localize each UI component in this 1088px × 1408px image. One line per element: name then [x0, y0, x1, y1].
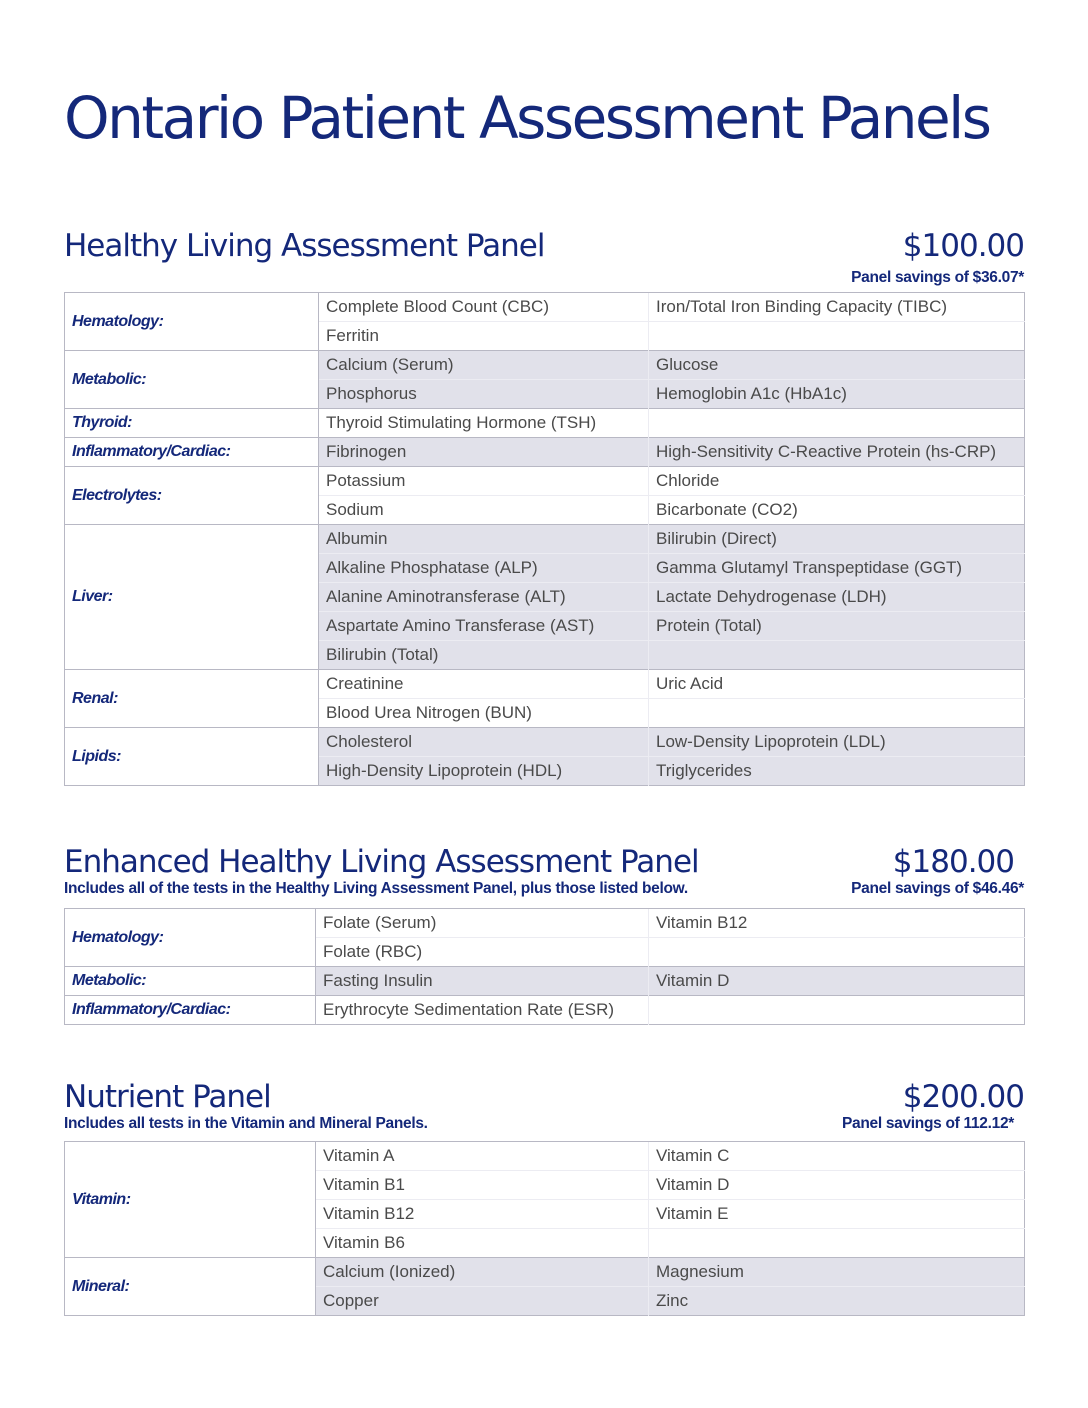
- test-group: [65, 909, 1025, 967]
- panel-title: Nutrient Panel: [64, 1079, 271, 1115]
- test-name: Fibrinogen: [319, 438, 649, 467]
- panel-price: $100.00: [902, 228, 1024, 264]
- panel-price: $180.00: [892, 844, 1014, 880]
- panel-savings: Panel savings of $46.46*: [851, 880, 1024, 897]
- panel-header: [64, 226, 1024, 292]
- test-name: Vitamin C: [649, 1142, 1025, 1171]
- category-label: Hematology:: [65, 909, 316, 967]
- test-name: Thyroid Stimulating Hormone (TSH): [319, 409, 649, 438]
- table-row: [65, 670, 1025, 699]
- test-name: Fasting Insulin: [316, 967, 649, 996]
- table-row: [65, 996, 1025, 1025]
- test-group: [65, 967, 1025, 996]
- test-name: Complete Blood Count (CBC): [319, 293, 649, 322]
- test-name: [649, 699, 1025, 728]
- table-row: [65, 1142, 1025, 1171]
- test-name: Potassium: [319, 467, 649, 496]
- category-label: Lipids:: [65, 728, 319, 786]
- table-row: [65, 728, 1025, 757]
- test-name: [649, 409, 1025, 438]
- test-name: Triglycerides: [649, 757, 1025, 786]
- table-row: [65, 409, 1025, 438]
- category-label: Hematology:: [65, 293, 319, 351]
- test-name: Low-Density Lipoprotein (LDL): [649, 728, 1025, 757]
- test-name: Vitamin B12: [649, 909, 1025, 938]
- test-name: Lactate Dehydrogenase (LDH): [649, 583, 1025, 612]
- test-group: [65, 351, 1025, 409]
- table-row: [65, 351, 1025, 380]
- test-group: [65, 670, 1025, 728]
- test-group: [65, 525, 1025, 670]
- tests-table: [64, 908, 1025, 1025]
- table-row: [65, 909, 1025, 938]
- panel-header: [64, 842, 1024, 908]
- test-name: Uric Acid: [649, 670, 1025, 699]
- test-name: Blood Urea Nitrogen (BUN): [319, 699, 649, 728]
- test-name: Calcium (Serum): [319, 351, 649, 380]
- test-group: [65, 728, 1025, 786]
- table-row: [65, 525, 1025, 554]
- category-label: Vitamin:: [65, 1142, 316, 1258]
- test-name: Vitamin E: [649, 1200, 1025, 1229]
- test-name: Folate (RBC): [316, 938, 649, 967]
- test-name: Vitamin D: [649, 967, 1025, 996]
- test-name: High-Sensitivity C-Reactive Protein (hs-CRP): [649, 438, 1025, 467]
- table-row: [65, 438, 1025, 467]
- panel-title: Healthy Living Assessment Panel: [64, 228, 545, 264]
- panel-price: $200.00: [902, 1079, 1024, 1115]
- panel-note: Includes all of the tests in the Healthy Living Assessment Panel, plus those listed below.: [64, 880, 688, 897]
- tests-table: [64, 292, 1025, 786]
- test-name: Vitamin B12: [316, 1200, 649, 1229]
- test-name: Aspartate Amino Transferase (AST): [319, 612, 649, 641]
- panel-enhanced-healthy-living: [64, 842, 1024, 1025]
- test-name: Calcium (Ionized): [316, 1258, 649, 1287]
- category-label: Metabolic:: [65, 967, 316, 996]
- category-label: Inflammatory/Cardiac:: [65, 438, 319, 467]
- test-name: Cholesterol: [319, 728, 649, 757]
- test-name: Chloride: [649, 467, 1025, 496]
- test-name: [649, 641, 1025, 670]
- test-name: Copper: [316, 1287, 649, 1316]
- test-group: [65, 1258, 1025, 1316]
- test-name: Bicarbonate (CO2): [649, 496, 1025, 525]
- category-label: Liver:: [65, 525, 319, 670]
- test-name: Vitamin A: [316, 1142, 649, 1171]
- test-name: [649, 1229, 1025, 1258]
- table-row: [65, 967, 1025, 996]
- panel-nutrient: [64, 1077, 1024, 1316]
- test-group: [65, 996, 1025, 1025]
- test-group: [65, 438, 1025, 467]
- test-name: Gamma Glutamyl Transpeptidase (GGT): [649, 554, 1025, 583]
- test-name: Albumin: [319, 525, 649, 554]
- page-title: Ontario Patient Assessment Panels: [64, 84, 990, 152]
- test-group: [65, 293, 1025, 351]
- test-name: [649, 938, 1025, 967]
- test-name: Erythrocyte Sedimentation Rate (ESR): [316, 996, 649, 1025]
- test-name: Creatinine: [319, 670, 649, 699]
- test-name: Alanine Aminotransferase (ALT): [319, 583, 649, 612]
- panel-savings: Panel savings of 112.12*: [841, 1115, 1014, 1132]
- test-name: Zinc: [649, 1287, 1025, 1316]
- test-name: [649, 322, 1025, 351]
- test-group: [65, 467, 1025, 525]
- tests-table: [64, 1141, 1025, 1316]
- test-name: Phosphorus: [319, 380, 649, 409]
- panel-savings: Panel savings of $36.07*: [851, 269, 1024, 286]
- test-name: Iron/Total Iron Binding Capacity (TIBC): [649, 293, 1025, 322]
- category-label: Metabolic:: [65, 351, 319, 409]
- category-label: Renal:: [65, 670, 319, 728]
- test-name: Alkaline Phosphatase (ALP): [319, 554, 649, 583]
- test-name: Protein (Total): [649, 612, 1025, 641]
- test-name: Bilirubin (Direct): [649, 525, 1025, 554]
- test-name: Vitamin D: [649, 1171, 1025, 1200]
- category-label: Thyroid:: [65, 409, 319, 438]
- test-group: [65, 1142, 1025, 1258]
- test-name: [649, 996, 1025, 1025]
- test-name: Folate (Serum): [316, 909, 649, 938]
- category-label: Mineral:: [65, 1258, 316, 1316]
- test-group: [65, 409, 1025, 438]
- test-name: Magnesium: [649, 1258, 1025, 1287]
- panel-note: Includes all tests in the Vitamin and Mineral Panels.: [64, 1115, 428, 1132]
- category-label: Inflammatory/Cardiac:: [65, 996, 316, 1025]
- test-name: High-Density Lipoprotein (HDL): [319, 757, 649, 786]
- test-name: Bilirubin (Total): [319, 641, 649, 670]
- panel-header: [64, 1077, 1024, 1141]
- panel-healthy-living: [64, 226, 1024, 786]
- test-name: Hemoglobin A1c (HbA1c): [649, 380, 1025, 409]
- table-row: [65, 1258, 1025, 1287]
- test-name: Sodium: [319, 496, 649, 525]
- table-row: [65, 467, 1025, 496]
- test-name: Ferritin: [319, 322, 649, 351]
- test-name: Vitamin B6: [316, 1229, 649, 1258]
- category-label: Electrolytes:: [65, 467, 319, 525]
- table-row: [65, 293, 1025, 322]
- panel-title: Enhanced Healthy Living Assessment Panel: [64, 844, 699, 880]
- test-name: Vitamin B1: [316, 1171, 649, 1200]
- test-name: Glucose: [649, 351, 1025, 380]
